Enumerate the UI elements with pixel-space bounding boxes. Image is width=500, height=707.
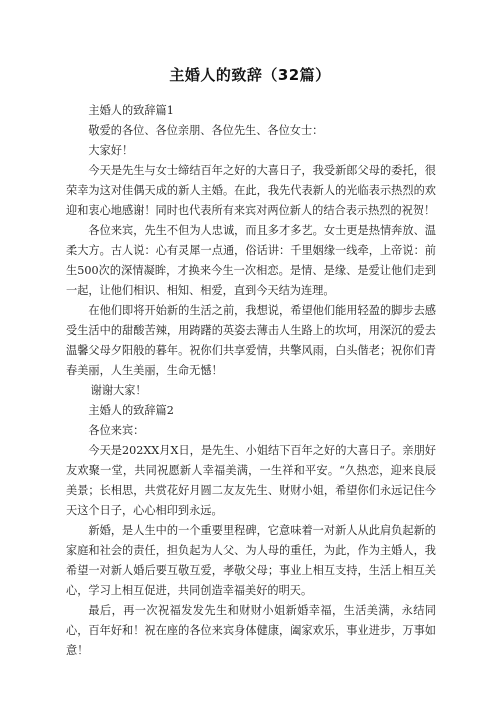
document-title: 主婚人的致辞（32篇） [169,66,331,84]
body-paragraph: 今天是先生与女士缔结百年之好的大喜日子，我受新郎父母的委托，很荣幸为这对佳偶天成的新人主婚。在此，我先代表新人的光临表示热烈的欢迎和衷心地感谢！同时也代表所有来宾对两位新人的结合表示热烈的祝贺！ [66,164,436,217]
document-body [66,101,436,661]
body-paragraph: 新婚，是人生中的一个重要里程碑，它意味着一对新人从此肩负起新的家庭和社会的责任，担负起为人父、为人母的重任，为此，作为主婚人，我希望一对新人婚后要互敬互爱，孝敬父母；事业上相互支持，生活上相互关心，学习上相互促进，共同创造幸福美好的明天。 [66,524,436,597]
greeting: 大家好！ [88,144,134,157]
body-paragraph: 最后，再一次祝福发发先生和财财小姐新婚幸福，生活美满，永结同心，百年好和！祝在座的各位来宾身体健康，阖家欢乐，事业进步，万事如意！ [66,604,436,657]
body-paragraph: 各位来宾，先生不但为人忠诚，而且多才多艺。女士更是热情奔放、温柔大方。古人说：心有灵犀一点通，俗话讲：千里姻缘一线牵，上帝说：前生500次的深情凝眸，才换来今生一次相恋。是情、是缘、是爱让他们走到一起，让他们相识、相知、相爱，直到今天结为连理。 [66,224,436,297]
closing-line: 谢谢大家！ [90,384,147,397]
salutation: 敬爱的各位、各位亲朋、各位先生、各位女士： [88,124,324,137]
section-heading: 主婚人的致辞篇2 [88,404,174,417]
body-paragraph: 今天是202XX月X日，是先生、小姐结下百年之好的大喜日子。亲朋好友欢聚一堂，共同祝愿新人幸福美满，一生祥和平安。“久热恋，迎来良辰美景；长相思，共赏花好月圆二友友先生、财财小姐，希望你们永远记住今天这个日子，心心相印到永远。 [66,444,436,517]
section-heading: 主婚人的致辞篇1 [88,104,174,117]
body-paragraph: 在他们即将开始新的生活之前，我想说，希望他们能用轻盈的脚步去感受生活中的甜酸苦辣，用踌躇的英姿去薄击人生路上的坎坷，用深沉的爱去温馨父母夕阳般的暮年。祝你们共享爱情，共擎风雨，白头偕老；祝你们青春美丽，人生美丽，生命无憾！ [66,304,436,377]
salutation: 各位来宾： [88,424,145,437]
